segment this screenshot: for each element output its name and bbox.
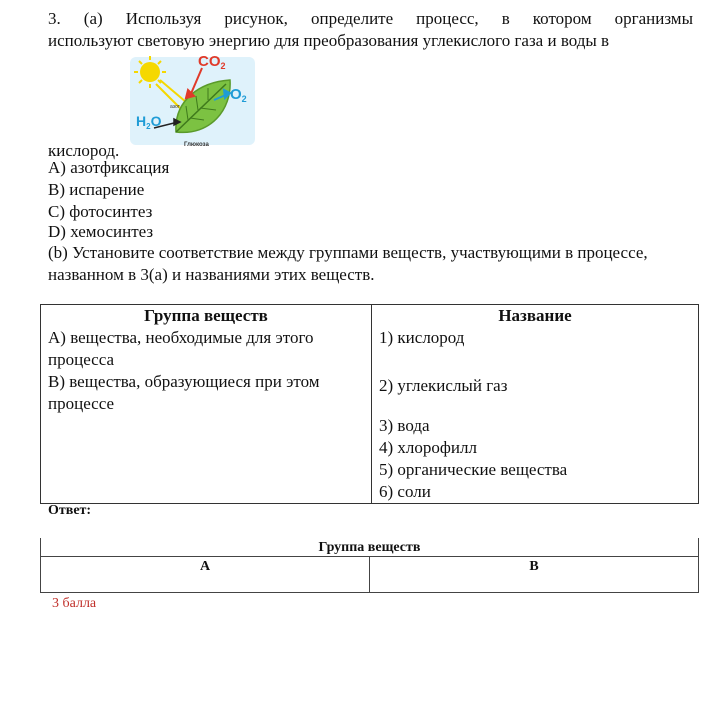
matching-table <box>40 304 699 504</box>
table-row <box>41 481 699 504</box>
option-a: A) азотфиксация <box>48 158 170 177</box>
name-3: 3) вода <box>372 415 699 437</box>
group-b: B) вещества, образующиеся при этом процессе <box>41 371 372 415</box>
question-line-1: 3. (a) Используя рисунок, определите процесс, в котором организмы <box>48 9 693 28</box>
table-row <box>41 437 699 459</box>
o2-label: $O_2$ <box>230 86 247 104</box>
table-row <box>41 415 699 437</box>
h2o-label: $H_2O$ <box>136 113 162 131</box>
option-c: C) фотосинтез <box>48 202 153 221</box>
header-name: Название <box>372 305 699 328</box>
name-5: 5) органические вещества <box>372 459 699 481</box>
answer-column-b: B <box>529 559 539 574</box>
photosynthesis-illustration <box>128 52 268 152</box>
leaf-label: азот <box>170 104 180 110</box>
name-4: 4) хлорофилл <box>372 437 699 459</box>
name-6: 6) соли <box>372 481 699 504</box>
header-group: Группа веществ <box>41 305 372 328</box>
answer-table <box>40 538 699 593</box>
photosynthesis-figure <box>128 52 268 152</box>
question-line-2: используют световую энергию для преобразования углекислого газа и воды в <box>48 31 610 50</box>
answer-label: Ответ: <box>48 503 92 518</box>
name-1: 1) кислород <box>372 327 699 371</box>
table-row <box>41 459 699 481</box>
option-b: B) испарение <box>48 180 145 199</box>
table-header-row <box>41 305 699 328</box>
score-label: 3 балла <box>52 596 97 611</box>
option-d: D) хемосинтез <box>48 222 154 241</box>
part-b-instruction: (b) Установите соответствие между группами веществ, участвующими в процессе, названном в 3(a) и названиями этих веществ. <box>48 243 648 284</box>
group-a: A) вещества, необходимые для этого процесса <box>41 327 372 371</box>
co2-label: $CO_2$ <box>198 53 226 71</box>
answer-column-a: A <box>199 559 211 574</box>
question-line-3: кислород. <box>48 141 120 160</box>
name-2: 2) углекислый газ <box>372 371 699 415</box>
table-row <box>41 327 699 371</box>
table-row <box>41 371 699 415</box>
answer-table-header: Группа веществ <box>318 540 421 555</box>
glucose-label: Глюкоза <box>184 142 209 148</box>
